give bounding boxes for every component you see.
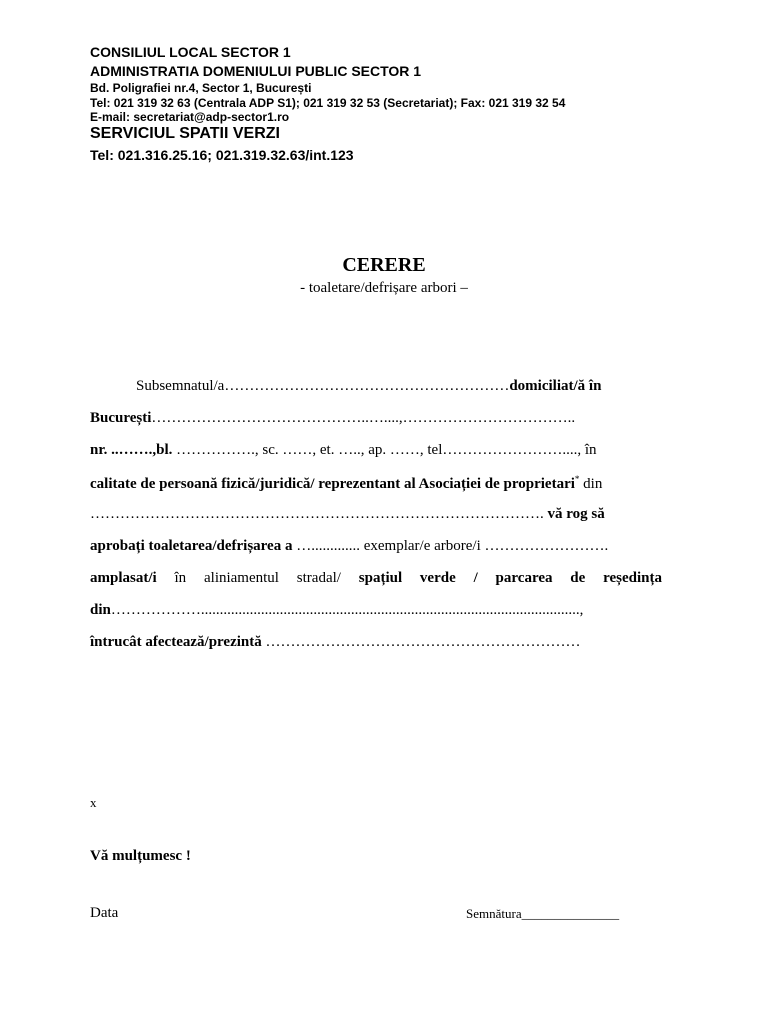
header-administration: ADMINISTRATIA DOMENIULUI PUBLIC SECTOR 1	[90, 63, 422, 79]
sc-et-ap-tel-fields: ……………., sc. ……, et. ….., ap. ……, tel……………………...., în	[172, 442, 597, 458]
reason-label: întrucât afectează/prezintă	[90, 634, 262, 650]
location-label: amplasat/i	[90, 570, 157, 586]
document-title: CERERE	[342, 254, 426, 276]
signature-area	[466, 906, 619, 922]
approve-text: aprobați toaletarea/defrișarea a	[90, 538, 293, 554]
body-line-9	[90, 634, 662, 651]
signature-line: _______________	[521, 906, 620, 921]
domiciliat-label: domiciliat/ă în	[509, 378, 602, 394]
subsemnatul-label: Subsemnatul/a	[136, 378, 225, 394]
body-line-5	[90, 506, 662, 523]
footnote-marker: x	[90, 795, 97, 810]
footnote-asterisk: *	[574, 474, 580, 484]
signature-label: Semnătura	[466, 906, 522, 921]
header-phones: Tel: 021 319 32 63 (Centrala ADP S1); 021 319 32 53 (Secretariat); Fax: 021 319 32 54	[90, 96, 566, 110]
body-line-7	[90, 570, 662, 590]
header-service-phone: Tel: 021.316.25.16; 021.319.32.63/int.123	[90, 147, 354, 163]
space-type-text: spațiul verde / parcarea de reședința	[358, 570, 662, 586]
address-blank: ……………………………………..…....,……………………………..	[151, 410, 576, 426]
reason-blank: ………………………………………………………	[261, 634, 581, 650]
thanks-text: Vă mulțumesc !	[90, 848, 191, 864]
document-subtitle: - toaletare/defrișare arbori –	[300, 280, 468, 296]
capacity-text: calitate de persoană fizică/juridică/ reprezentant al Asociației de proprietari	[90, 476, 575, 492]
header-email: E-mail: secretariat@adp-sector1.ro	[90, 110, 290, 124]
header-service: SERVICIUL SPATII VERZI	[90, 125, 280, 142]
body-line-3	[90, 442, 662, 459]
location-blank: ……………….....................................................................................................,	[110, 602, 584, 618]
alignment-text: în aliniamentul stradal/	[156, 570, 359, 586]
body-line-6	[90, 538, 662, 555]
din-text: din	[579, 476, 603, 492]
din-label: din	[90, 602, 111, 618]
header-council: CONSILIUL LOCAL SECTOR 1	[90, 44, 291, 60]
body-line-4	[90, 474, 662, 493]
body-line-1	[136, 378, 662, 395]
name-blank: …………………………………………………	[224, 378, 510, 394]
body-line-8	[90, 602, 662, 619]
date-label: Data	[90, 905, 119, 921]
city-label: București	[90, 410, 152, 426]
request-text: vă rog să	[547, 506, 605, 522]
body-line-2	[90, 410, 662, 427]
tree-count-blank: …............. exemplar/e arbore/i …………………….	[292, 538, 609, 554]
origin-blank: ……………………………………………………………………………….	[90, 506, 548, 522]
header-address: Bd. Poligrafiei nr.4, Sector 1, București	[90, 81, 312, 95]
nr-bl-label: nr. ..…….,bl.	[90, 442, 173, 458]
